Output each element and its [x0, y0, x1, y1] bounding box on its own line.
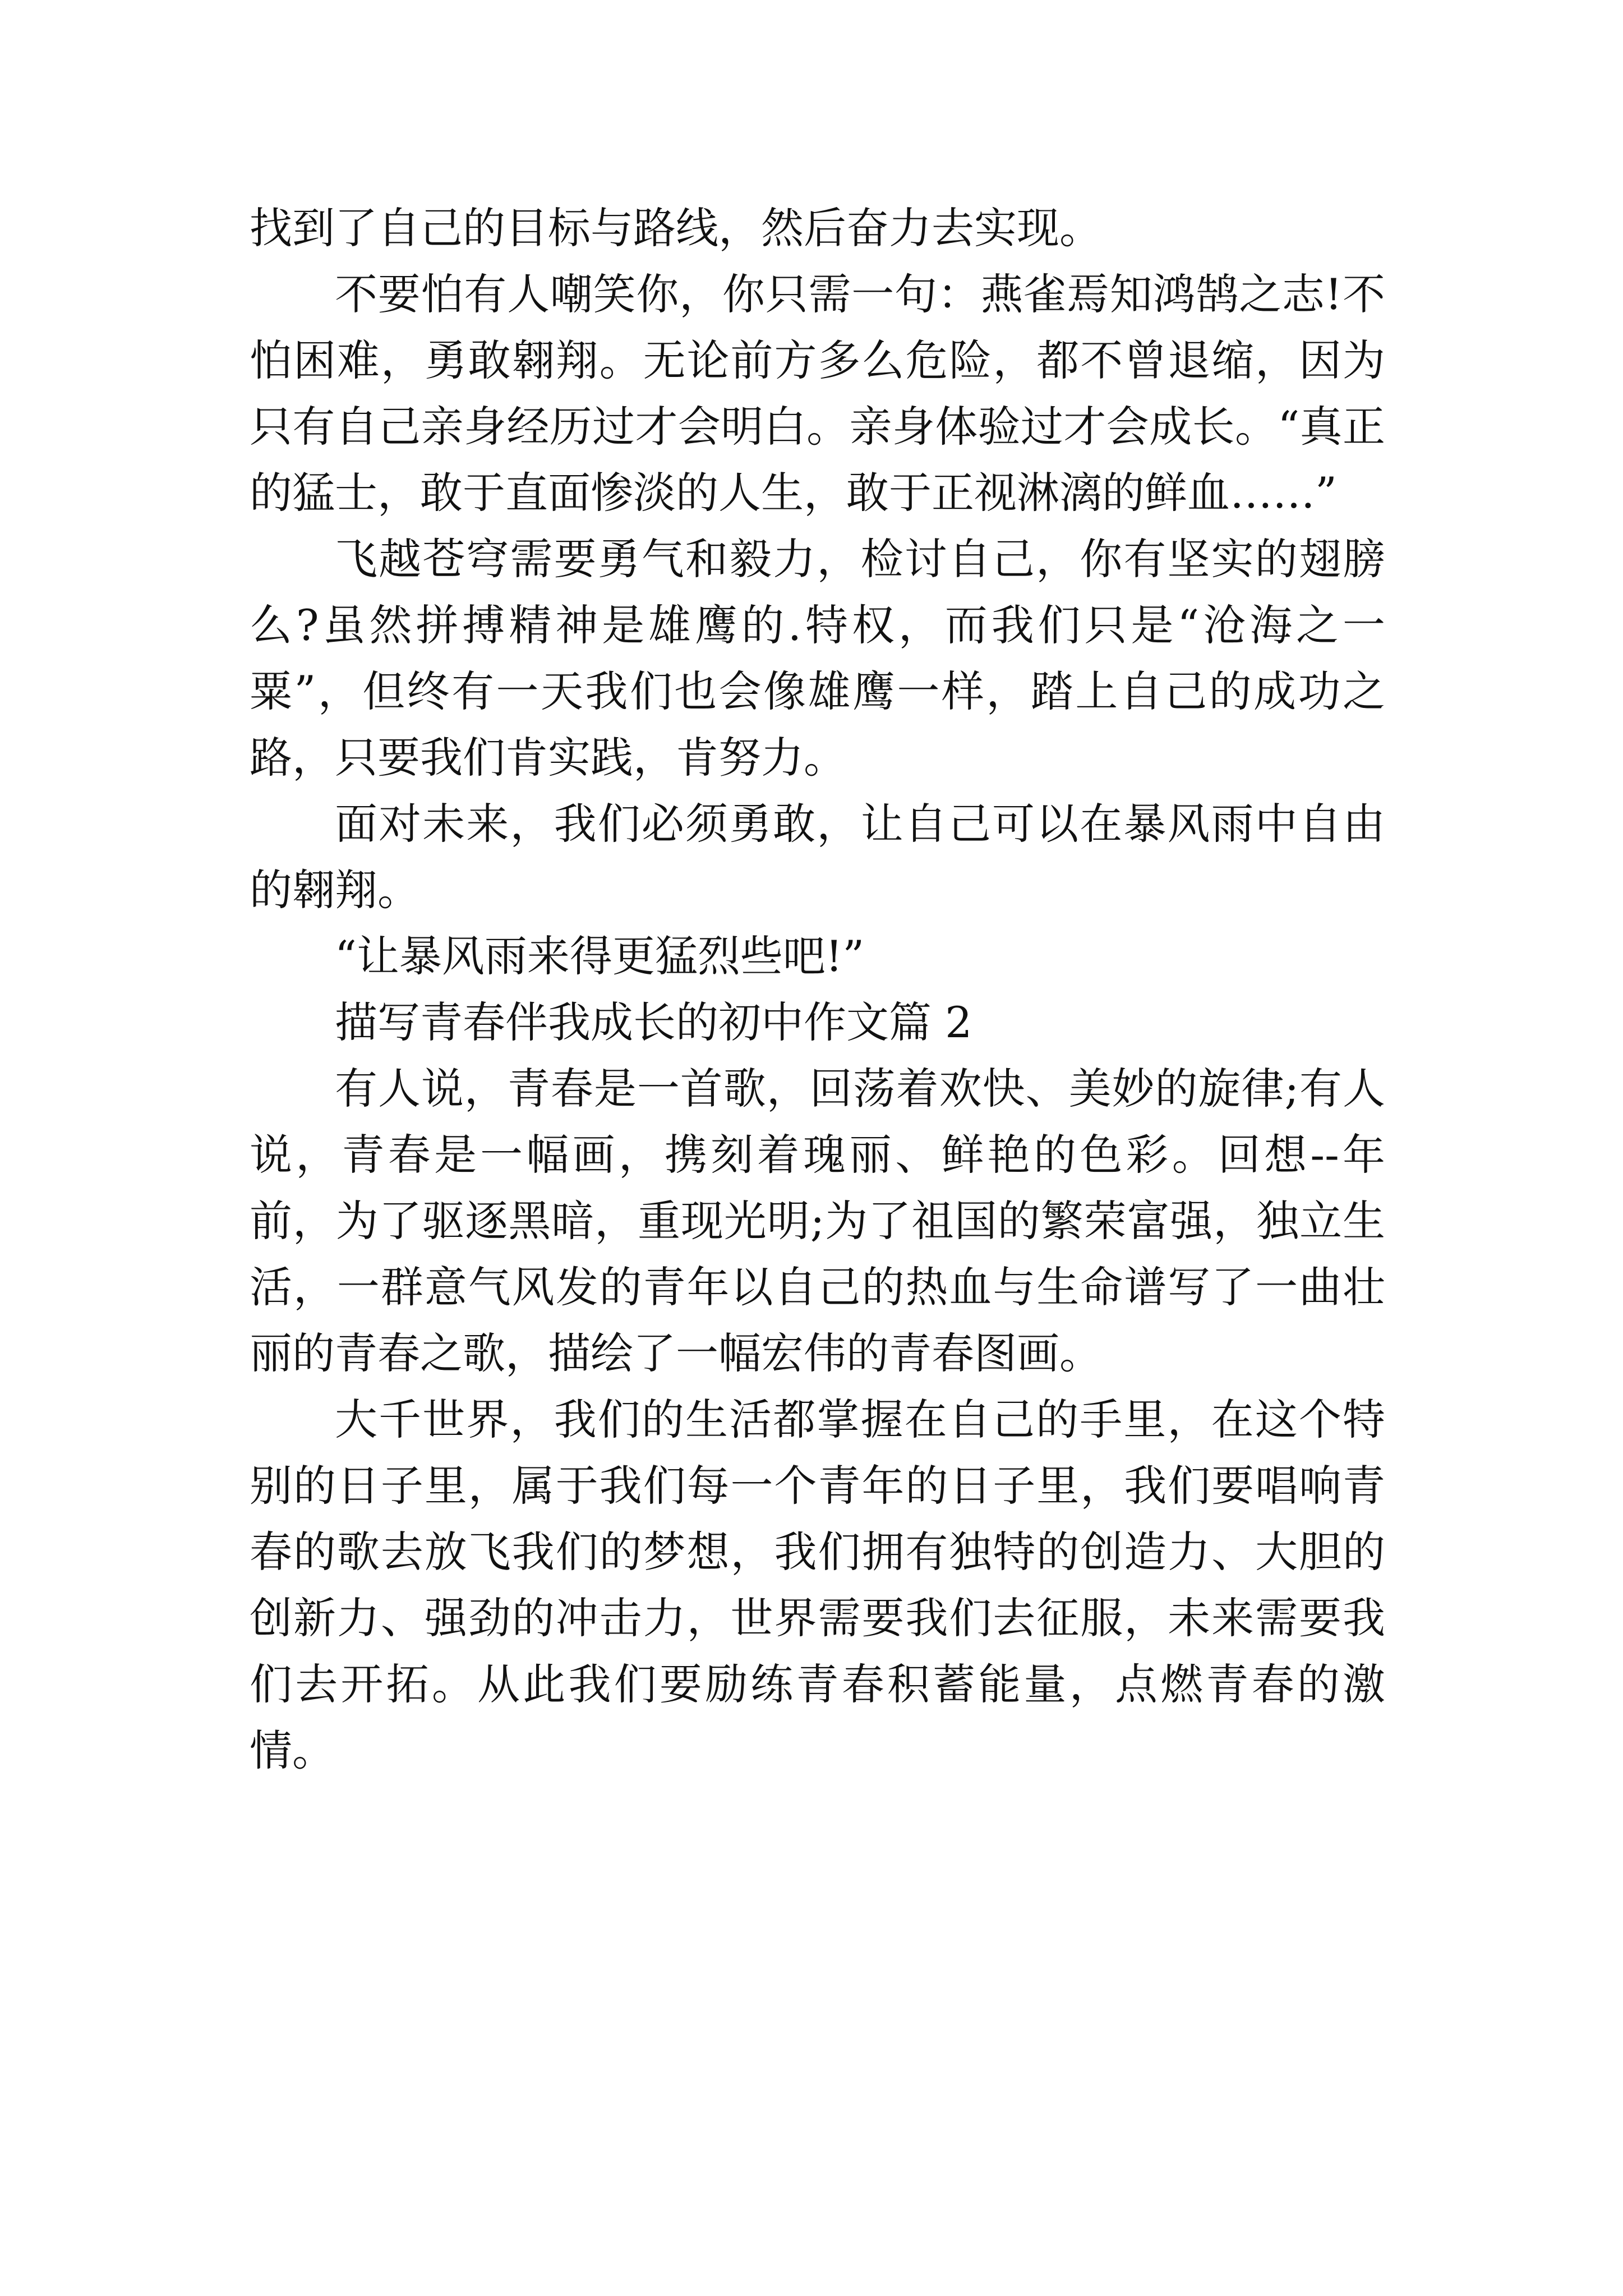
- paragraph-wings: 飞越苍穹需要勇气和毅力，检讨自己，你有坚实的翅膀么?虽然拼搏精神是雄鹰的.特权，而我们只是“沧海之一粟”，但终有一天我们也会像雄鹰一样，踏上自己的成功之路，只要我们肯实践，肯努力。: [250, 534, 1385, 783]
- paragraph-quote: “让暴风雨来得更猛烈些吧!”: [335, 931, 865, 981]
- paragraph-youth-song: 有人说，青春是一首歌，回荡着欢快、美妙的旋律;有人说，青春是一幅画，携刻着瑰丽、鲜艳的色彩。回想--年前，为了驱逐黑暗，重现光明;为了祖国的繁荣富强，独立生活，一群意气风发的青年以自己的热血与生命谱写了一曲壮丽的青春之歌，描绘了一幅宏伟的青春图画。: [250, 1064, 1385, 1378]
- essay-heading: 描写青春伴我成长的初中作文篇 2: [335, 997, 972, 1047]
- document-body: [250, 195, 1385, 1784]
- paragraph-continued: 找到了自己的目标与路线，然后奋力去实现。: [250, 203, 1102, 253]
- paragraph-courage: 不要怕有人嘲笑你，你只需一句：燕雀焉知鸿鹄之志!不怕困难，勇敢翱翔。无论前方多么危险，都不曾退缩，因为只有自己亲身经历过才会明白。亲身体验过才会成长。“真正的猛士，敢于直面惨淡的人生，敢于正视淋漓的鲜血……”: [250, 269, 1385, 518]
- paragraph-world: 大千世界，我们的生活都掌握在自己的手里，在这个特别的日子里，属于我们每一个青年的日子里，我们要唱响青春的歌去放飞我们的梦想，我们拥有独特的创造力、大胆的创新力、强劲的冲击力，世界需要我们去征服，未来需要我们去开拓。从此我们要励练青春积蓄能量，点燃青春的激情。: [250, 1395, 1385, 1775]
- paragraph-future: 面对未来，我们必须勇敢，让自己可以在暴风雨中自由的翱翔。: [250, 799, 1385, 915]
